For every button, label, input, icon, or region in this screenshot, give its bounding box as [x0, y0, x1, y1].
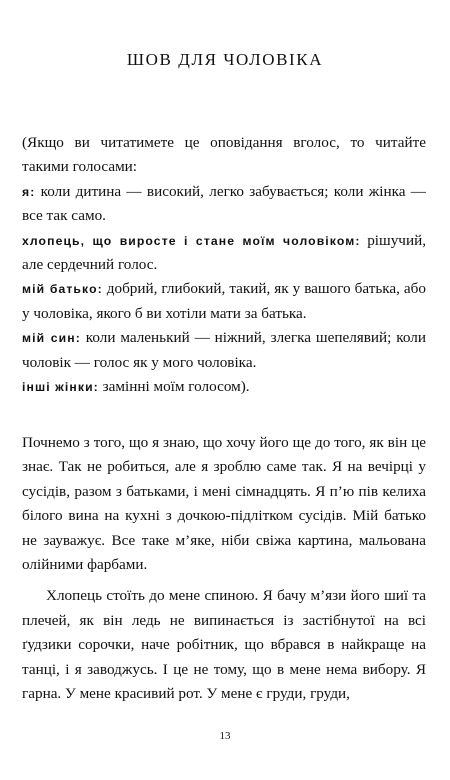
page-number: 13 — [219, 730, 231, 742]
voice-instructions — [22, 131, 426, 399]
voice-entry-son — [22, 326, 426, 375]
speaker-label: мій батько: — [22, 282, 103, 297]
voice-entry-father — [22, 277, 426, 326]
story-body — [22, 431, 426, 706]
voice-description: коли маленький — ніжний, злегка шепелявий; коли чоловік — голос як у мого чоловіка. — [22, 329, 426, 371]
voice-description: рішучий, але сердечний голос. — [22, 231, 426, 274]
voice-entry-narrator — [22, 180, 426, 229]
voice-description: замінні моїм голосом). — [98, 378, 250, 396]
speaker-label: хлопець, що виросте і стане моїм чоловіком: — [22, 233, 361, 248]
voice-description: добрий, глибокий, такий, як у вашого батька, або у чоловіка, якого б ви хотіли мати за батька. — [22, 280, 426, 322]
speaker-label: мій син: — [22, 331, 81, 346]
story-paragraph: Почнемо з того, що я знаю, що хочу його ще до того, як він це знає. Так не робиться, але я зроблю саме так. Я на вечірці у сусідів, разом з батьками, і мені сімнадцять. Я п’ю пів келиха білого вина на кухні з дочкою-підлітком сусідів. Мій батько не зауважує. Все таке м’яке, ніби свіжа картина, мальована олійними фарбами. — [22, 434, 426, 574]
story-paragraph: Хлопець стоїть до мене спиною. Я бачу м’язи його шиї та плечей, як він ледь не випинається із застібнутої на всі ґудзики сорочки, наче робітник, що вбрався в найкраще на танці, і я заводжусь. І це не тому, що в мене нема вибору. Я гарна. У мене красивий рот. У мене є груди, груди, — [22, 587, 426, 703]
voice-entry-boy — [22, 229, 426, 278]
speaker-label: я: — [22, 184, 36, 199]
chapter-title: ШОВ ДЛЯ ЧОЛОВІКА — [126, 50, 324, 69]
voice-description: коли дитина — високий, легко забувається; коли жінка — все так само. — [22, 182, 426, 225]
voice-entry-other-women — [22, 375, 426, 399]
speaker-label: інші жінки: — [22, 380, 99, 395]
intro-text: (Якщо ви читатимете це оповідання вголос, то читайте такими голосами: — [22, 134, 426, 176]
